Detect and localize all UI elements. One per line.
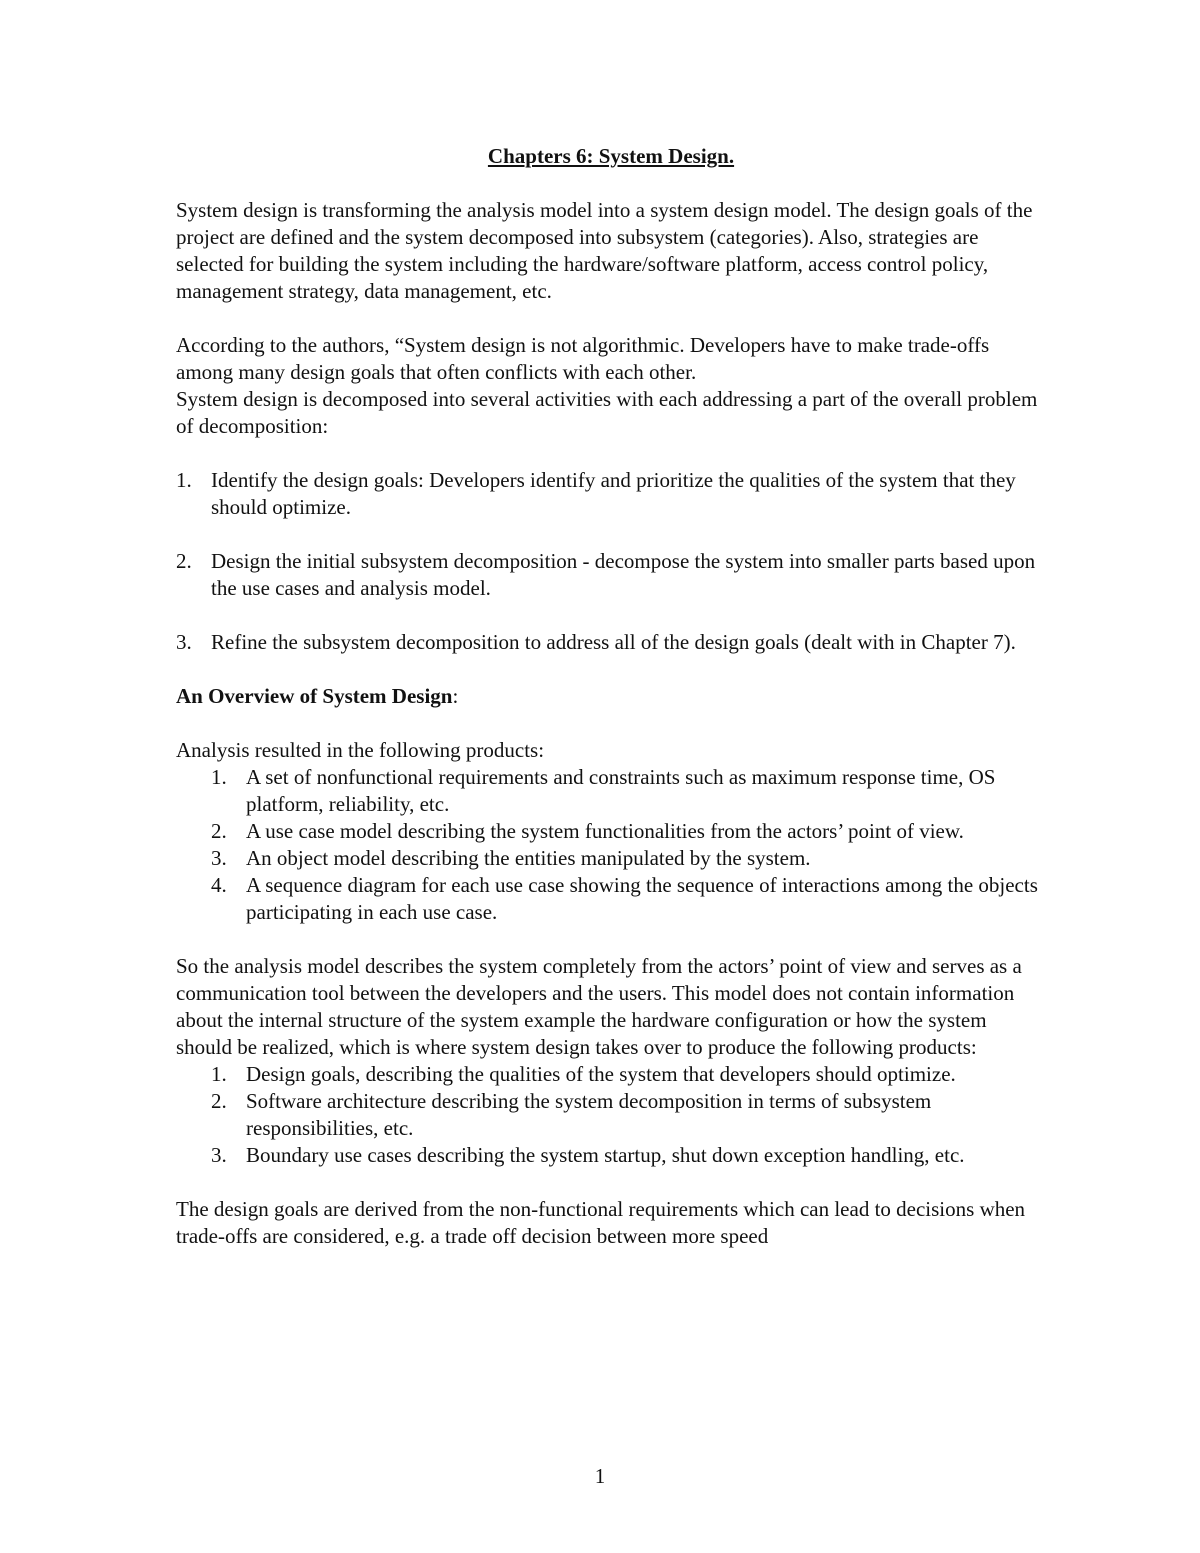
analysis-products-list <box>176 764 1046 926</box>
analysis-summary-paragraph: So the analysis model describes the system completely from the actors’ point of view and serves as a communication tool between the developers and the users. This model does not contain information about the internal structure of the system example the hardware configuration or how the system should be realized, which is where system design takes over to produce the following products: <box>176 954 1022 1059</box>
list-item-text: Identify the design goals: Developers identify and prioritize the qualities of the system that they should optimize. <box>211 468 1016 519</box>
list-item-number: 2. <box>211 819 227 843</box>
list-item <box>176 845 1046 872</box>
list-item <box>176 548 1046 602</box>
list-item-number: 2. <box>176 549 192 573</box>
list-item-text: A use case model describing the system functionalities from the actors’ point of view. <box>246 819 964 843</box>
page-number: 1 <box>594 1464 606 1488</box>
list-item <box>176 1142 1046 1169</box>
list-item <box>176 467 1046 521</box>
list-item-number: 3. <box>211 846 227 870</box>
list-item-text: An object model describing the entities manipulated by the system. <box>246 846 811 870</box>
list-item-text: Design goals, describing the qualities of the system that developers should optimize. <box>246 1062 956 1086</box>
analysis-intro: Analysis resulted in the following products: <box>176 738 545 762</box>
list-item <box>176 764 1046 818</box>
list-item-number: 3. <box>176 630 192 654</box>
list-item-text: A sequence diagram for each use case showing the sequence of interactions among the objects participating in each use case. <box>246 873 1038 924</box>
list-item <box>176 872 1046 926</box>
page-title: Chapters 6: System Design. <box>487 144 735 168</box>
list-item-text: A set of nonfunctional requirements and constraints such as maximum response time, OS platform, reliability, etc. <box>246 765 996 816</box>
list-item-text: Software architecture describing the system decomposition in terms of subsystem responsibilities, etc. <box>246 1089 932 1140</box>
list-item-number: 1. <box>211 1062 227 1086</box>
list-item <box>176 1061 1046 1088</box>
section-heading-text: An Overview of System Design <box>176 684 453 708</box>
activities-list <box>176 467 1046 656</box>
quote-paragraph: According to the authors, “System design is not algorithmic. Developers have to make trade-offs among many design goals that often conflicts with each other. <box>176 333 990 384</box>
section-heading-colon: : <box>452 684 459 708</box>
list-item-text: Boundary use cases describing the system startup, shut down exception handling, etc. <box>246 1143 965 1167</box>
list-item-number: 1. <box>176 468 192 492</box>
list-item-number: 1. <box>211 765 227 789</box>
list-item <box>176 818 1046 845</box>
list-item <box>176 1088 1046 1142</box>
section-heading <box>176 683 1046 710</box>
decomposition-paragraph: System design is decomposed into several activities with each addressing a part of the overall problem of decomposition: <box>176 387 1038 438</box>
list-item-number: 4. <box>211 873 227 897</box>
closing-paragraph: The design goals are derived from the non-functional requirements which can lead to decisions when trade-offs are considered, e.g. a trade off decision between more speed <box>176 1197 1026 1248</box>
list-item-number: 2. <box>211 1089 227 1113</box>
design-products-list <box>176 1061 1046 1169</box>
document-body <box>176 143 1046 1250</box>
list-item-text: Refine the subsystem decomposition to address all of the design goals (dealt with in Chapter 7). <box>211 630 1016 654</box>
list-item-text: Design the initial subsystem decomposition - decompose the system into smaller parts based upon the use cases and analysis model. <box>211 549 1036 600</box>
list-item-number: 3. <box>211 1143 227 1167</box>
list-item <box>176 629 1046 656</box>
intro-paragraph: System design is transforming the analysis model into a system design model. The design goals of the project are defined and the system decomposed into subsystem (categories). Also, strategies are selected for building the system including the hardware/software platform, access control policy, management strategy, data management, etc. <box>176 198 1033 303</box>
